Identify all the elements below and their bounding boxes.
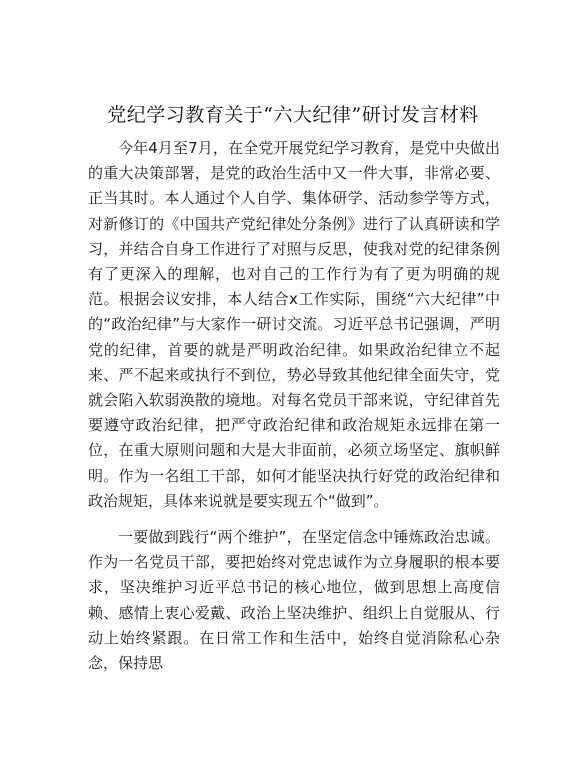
document-title: 党纪学习教育关于“六大纪律”研讨发言材料 — [107, 104, 479, 126]
document-body — [88, 136, 500, 676]
paragraph-point-one: 一要做到践行“两个维护”，在坚定信念中锤炼政治忠诚。作为一名党员干部，要把始终对党忠诚作为立身履职的根本要求，坚决维护习近平总书记的核心地位，做到思想上高度信赖、感情上衷心爱戴、政治上坚决维护、组织上自觉服从、行动上始终紧跟。在日常工作和生活中，始终自觉消除私心杂念，保持思 — [88, 528, 500, 673]
paragraph-intro: 今年4月至7月，在全党开展党纪学习教育，是党中央做出的重大决策部署，是党的政治生活中又一件大事，非常必要、正当其时。本人通过个人自学、集体研学、活动参学等方式，对新修订的《中国共产党纪律处分条例》进行了认真研读和学习，并结合自身工作进行了对照与反思，使我对党的纪律条例有了更深入的理解，也对自己的工作行为有了更为明确的规范。根据会议安排，本人结合x工作实际，围绕“六大纪律”中的“政治纪律”与大家作一研讨交流。习近平总书记强调，严明党的纪律，首要的就是严明政治纪律。如果政治纪律立不起来、严不起来或执行不到位，势必导致其他纪律全面失守，党就会陷入软弱涣散的境地。对每名党员干部来说，守纪律首先要遵守政治纪律，把严守政治纪律和政治规矩永远排在第一位，在重大原则问题和大是大非面前，必须立场坚定、旗帜鲜明。作为一名组工干部，如何才能坚决执行好党的政治纪律和政治规矩，具体来说就是要实现五个“做到”。 — [88, 139, 500, 510]
